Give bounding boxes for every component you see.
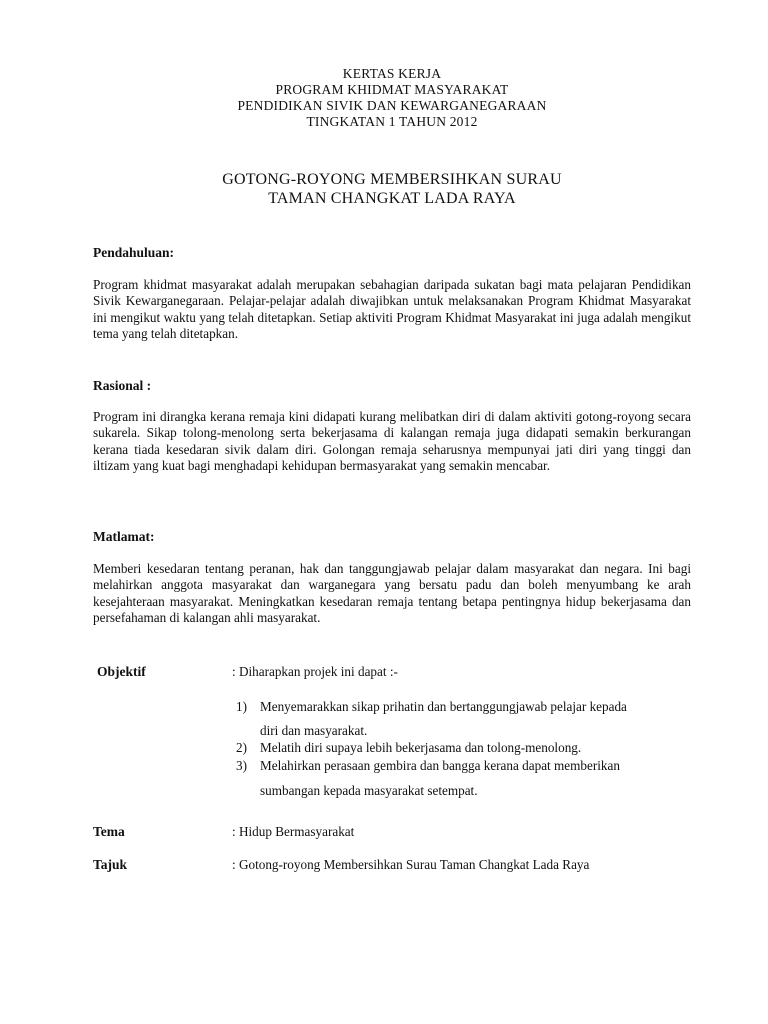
title-line-2: TAMAN CHANGKAT LADA RAYA bbox=[268, 190, 516, 207]
objektif-item-3-continuation: sumbangan kepada masyarakat setempat. bbox=[260, 783, 478, 798]
objektif-item-1-continuation: diri dan masyarakat. bbox=[260, 723, 368, 738]
pendahuluan-paragraph: Program khidmat masyarakat adalah merupakan sebahagian daripada sukatan bagi mata pelajaran Pendidikan Sivik Kewarganegaraan. Pelajar-pelajar adalah diwajibkan untuk melaksanakan Program Khidmat Masyarakat ini mengikut waktu yang telah ditetapkan. Setiap aktiviti Program Khidmat Masyarakat ini juga adalah mengikut tema yang telah ditetapkan. bbox=[93, 277, 691, 342]
tajuk-label: Tajuk bbox=[93, 857, 128, 872]
header-line-1: KERTAS KERJA bbox=[342, 66, 442, 81]
document-title bbox=[0, 170, 768, 208]
tema-value: : Hidup Bermasyarakat bbox=[232, 824, 355, 839]
objektif-item-1-number: 1) bbox=[236, 699, 247, 714]
rasional-heading: Rasional : bbox=[93, 378, 152, 393]
title-line-1: GOTONG-ROYONG MEMBERSIHKAN SURAU bbox=[222, 171, 562, 188]
matlamat-heading: Matlamat: bbox=[93, 529, 155, 544]
objektif-label: Objektif bbox=[97, 664, 146, 679]
document-header bbox=[0, 66, 768, 130]
header-line-2: PROGRAM KHIDMAT MASYARAKAT bbox=[275, 82, 509, 97]
objektif-item-3-number: 3) bbox=[236, 758, 247, 773]
objektif-value: : Diharapkan projek ini dapat :- bbox=[232, 664, 398, 679]
header-line-3: PENDIDIKAN SIVIK DAN KEWARGANEGARAAN bbox=[237, 98, 547, 113]
objektif-item-2-text: Melatih diri supaya lebih bekerjasama dan tolong-menolong. bbox=[260, 740, 582, 755]
objektif-item-1-text: Menyemarakkan sikap prihatin dan bertanggungjawab pelajar kepada bbox=[260, 699, 627, 714]
matlamat-paragraph: Memberi kesedaran tentang peranan, hak dan tanggungjawab pelajar dalam masyarakat dan negara. Ini bagi melahirkan anggota masyarakat dan warganegara yang bersatu padu dan boleh menyumbang ke arah kesejahteraan masyarakat. Meningkatkan kesedaran remaja tentang betapa pentingnya hidup bekerjasama dan persefahaman di kalangan ahli masyarakat. bbox=[93, 561, 691, 626]
objektif-item-3-text: Melahirkan perasaan gembira dan bangga kerana dapat memberikan bbox=[260, 758, 620, 773]
tema-label: Tema bbox=[93, 824, 125, 839]
objektif-item-2-number: 2) bbox=[236, 740, 247, 755]
rasional-paragraph: Program ini dirangka kerana remaja kini didapati kurang melibatkan diri di dalam aktiviti gotong-royong secara sukarela. Sikap tolong-menolong serta bekerjasama di kalangan remaja juga didapati semakin berkurangan kerana tiada kesedaran sivik dalam diri. Golongan remaja seharusnya mempunyai jati diri yang tinggi dan iltizam yang kuat bagi menghadapi kehidupan bermasyarakat yang semakin mencabar. bbox=[93, 409, 691, 474]
pendahuluan-heading: Pendahuluan: bbox=[93, 245, 175, 260]
header-line-4: TINGKATAN 1 TAHUN 2012 bbox=[306, 114, 478, 129]
tajuk-value: : Gotong-royong Membersihkan Surau Taman Changkat Lada Raya bbox=[232, 857, 590, 872]
